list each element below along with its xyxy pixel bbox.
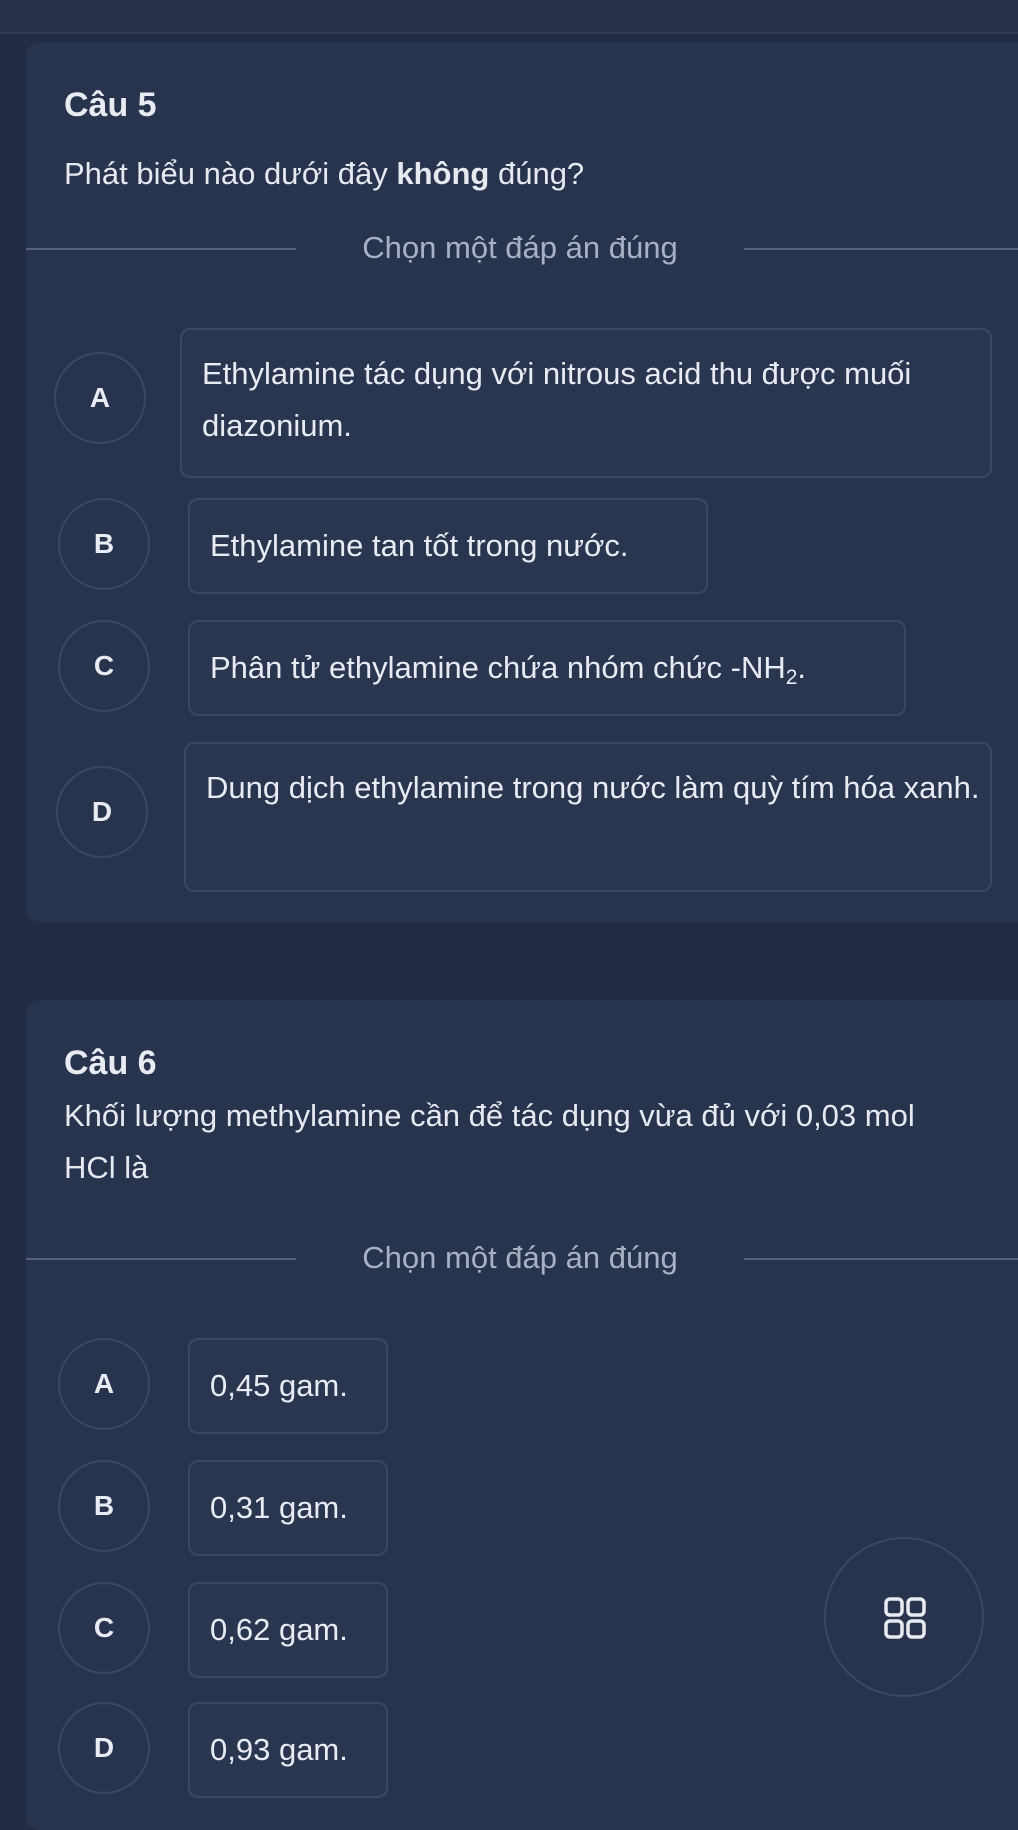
option-b[interactable]: Ethylamine tan tốt trong nước. <box>188 498 708 594</box>
option-c-marker[interactable]: C <box>58 620 150 712</box>
divider-line <box>744 248 1018 250</box>
option-d-marker[interactable]: D <box>58 1702 150 1794</box>
option-a-marker[interactable]: A <box>58 1338 150 1430</box>
top-strip <box>0 0 1018 34</box>
option-b[interactable]: 0,31 gam. <box>188 1460 388 1556</box>
option-b-marker[interactable]: B <box>58 1460 150 1552</box>
grid-icon <box>884 1597 926 1639</box>
question-title: Câu 6 <box>64 1044 157 1082</box>
option-d[interactable]: Dung dịch ethylamine trong nước làm quỳ tím hóa xanh. <box>184 742 992 892</box>
option-d-marker[interactable]: D <box>56 766 148 858</box>
question-card-5 <box>26 42 1018 922</box>
answer-instruction: Chọn một đáp án đúng <box>362 230 678 265</box>
option-a-marker[interactable]: A <box>54 352 146 444</box>
divider-line <box>26 248 296 250</box>
question-text-part: đúng? <box>489 156 585 191</box>
option-c[interactable]: 0,62 gam. <box>188 1582 388 1678</box>
option-c-text-end: . <box>797 650 807 685</box>
option-a[interactable]: Ethylamine tác dụng với nitrous acid thu được muối diazonium. <box>180 328 992 478</box>
answer-instruction: Chọn một đáp án đúng <box>362 1240 678 1275</box>
answer-divider <box>26 1238 1018 1278</box>
question-card-6 <box>26 1000 1018 1830</box>
option-c-subscript: 2 <box>785 666 798 689</box>
divider-line <box>744 1258 1018 1260</box>
option-b-marker[interactable]: B <box>58 498 150 590</box>
option-c-marker[interactable]: C <box>58 1582 150 1674</box>
option-d[interactable]: 0,93 gam. <box>188 1702 388 1798</box>
question-text-emphasis: không <box>396 156 490 191</box>
divider-line <box>26 1258 296 1260</box>
question-grid-button[interactable] <box>824 1537 984 1697</box>
question-text <box>64 148 964 200</box>
answer-divider <box>26 228 1018 268</box>
option-c[interactable] <box>188 620 906 716</box>
question-title: Câu 5 <box>64 86 157 124</box>
option-a[interactable]: 0,45 gam. <box>188 1338 388 1434</box>
option-c-text: Phân tử ethylamine chứa nhóm chức -NH <box>210 650 786 685</box>
question-text: Khối lượng methylamine cần để tác dụng vừa đủ với 0,03 mol HCl là <box>64 1098 915 1185</box>
question-text-part: Phát biểu nào dưới đây <box>64 156 397 191</box>
